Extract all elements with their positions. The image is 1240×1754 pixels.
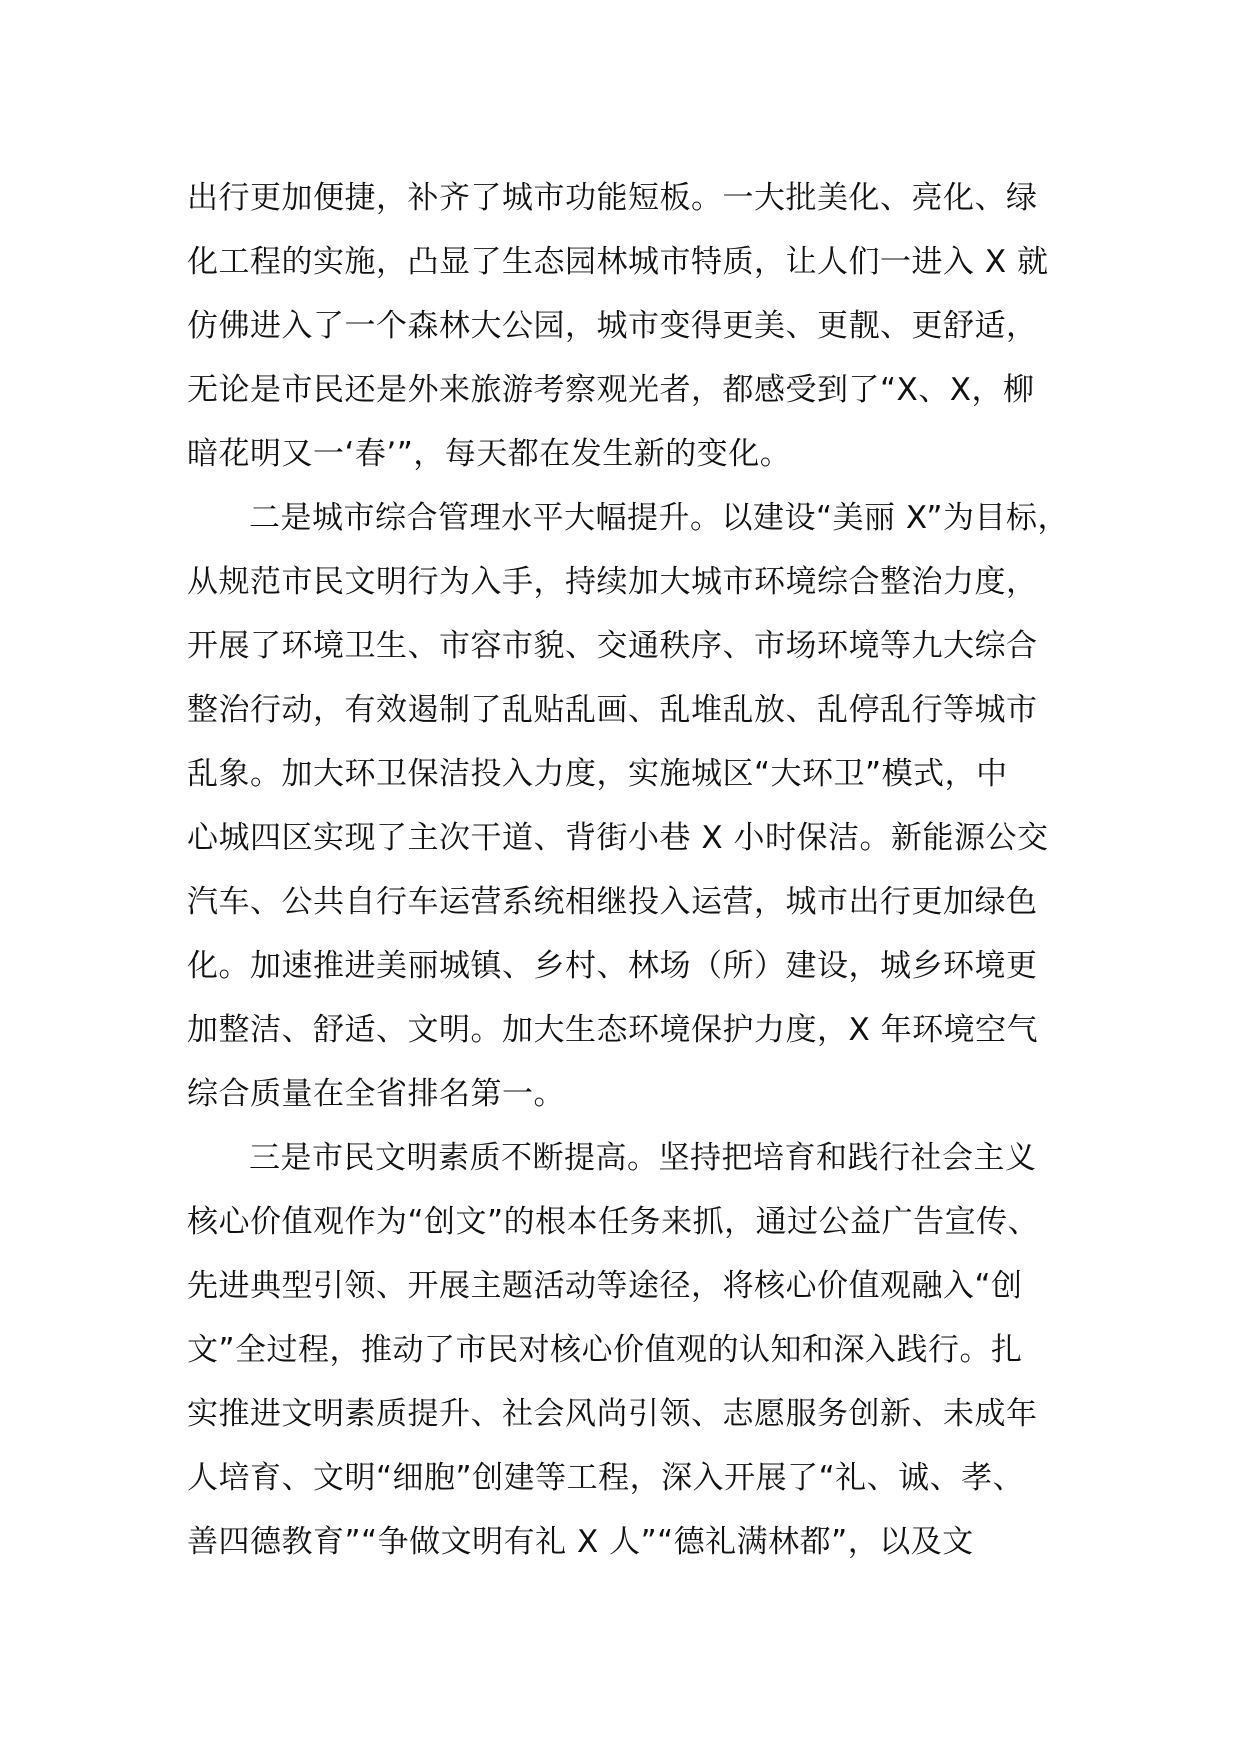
text-line: 化工程的实施，凸显了生态园林城市特质，让人们一进入 X 就 bbox=[187, 244, 1049, 280]
text-line: 综合质量在全省排名第一。 bbox=[187, 1076, 565, 1112]
text-line: 心城四区实现了主次干道、背街小巷 X 小时保洁。新能源公交 bbox=[187, 820, 1049, 856]
text-line: 从规范市民文明行为入手，持续加大城市环境综合整治力度， bbox=[187, 564, 1038, 600]
text-line: 人培育、文明“细胞”创建等工程，深入开展了“礼、诚、孝、 bbox=[187, 1460, 1025, 1496]
paragraph-start-line: 三是市民文明素质不断提高。坚持把培育和践行社会主义 bbox=[249, 1140, 1037, 1176]
text-line: 先进典型引领、开展主题活动等途径，将核心价值观融入“创 bbox=[187, 1268, 1023, 1304]
text-line: 整治行动，有效遏制了乱贴乱画、乱堆乱放、乱停乱行等城市 bbox=[187, 692, 1038, 728]
text-line: 实推进文明素质提升、社会风尚引领、志愿服务创新、未成年 bbox=[187, 1396, 1038, 1432]
body-text bbox=[187, 166, 1067, 1574]
text-line: 出行更加便捷，补齐了城市功能短板。一大批美化、亮化、绿 bbox=[187, 180, 1038, 216]
text-line: 仿佛进入了一个森林大公园，城市变得更美、更靓、更舒适， bbox=[187, 308, 1038, 344]
text-line: 无论是市民还是外来旅游考察观光者，都感受到了“X、X，柳 bbox=[187, 372, 1035, 408]
text-line: 善四德教育”“争做文明有礼 X 人”“德礼满林都”，以及文 bbox=[187, 1524, 974, 1560]
text-line: 乱象。加大环卫保洁投入力度，实施城区“大环卫”模式，中 bbox=[187, 756, 1008, 792]
text-line: 核心价值观作为“创文”的根本任务来抓，通过公益广告宣传、 bbox=[187, 1204, 1040, 1240]
text-line: 加整洁、舒适、文明。加大生态环境保护力度，X 年环境空气 bbox=[187, 1012, 1039, 1048]
text-line: 开展了环境卫生、市容市貌、交通秩序、市场环境等九大综合 bbox=[187, 628, 1038, 664]
text-line: 暗花明又一‘春’”，每天都在发生新的变化。 bbox=[187, 436, 792, 472]
text-line: 文”全过程，推动了市民对核心价值观的认知和深入践行。扎 bbox=[187, 1332, 1023, 1368]
paragraph-start-line: 二是城市综合管理水平大幅提升。以建设“美丽 X”为目标， bbox=[249, 500, 1069, 536]
text-line: 汽车、公共自行车运营系统相继投入运营，城市出行更加绿色 bbox=[187, 884, 1038, 920]
text-line: 化。加速推进美丽城镇、乡村、林场（所）建设，城乡环境更 bbox=[187, 948, 1038, 984]
